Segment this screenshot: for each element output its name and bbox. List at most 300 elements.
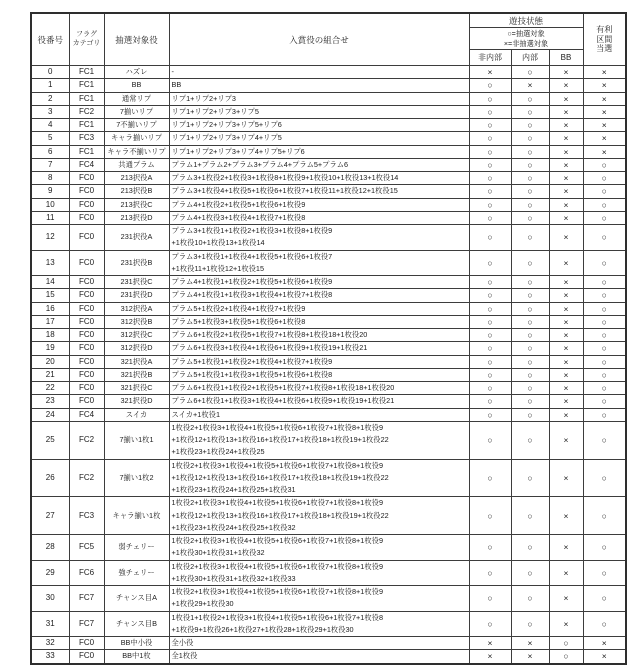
advantage-zone-cell: ○ <box>583 497 626 535</box>
row-number-cell: 32 <box>31 637 69 650</box>
state-bb-cell: × <box>549 408 583 421</box>
state-internal-cell: ○ <box>511 421 549 459</box>
combination-cell <box>169 132 469 145</box>
row-number-cell: 21 <box>31 368 69 381</box>
header-advantage-zone <box>583 13 626 66</box>
flag-category-cell: FC2 <box>69 459 104 497</box>
row-number-cell: 23 <box>31 395 69 408</box>
state-non-internal-cell: ○ <box>469 119 511 132</box>
table-row <box>31 421 626 459</box>
row-number-cell: 33 <box>31 650 69 664</box>
lottery-spec-table <box>30 12 627 665</box>
target-role-cell: チャンス目A <box>104 586 169 612</box>
combination-line: +1枚役9+1枚役26+1枚役27+1枚役28+1枚役29+1枚役30 <box>171 624 354 634</box>
table-row <box>31 172 626 185</box>
state-internal-cell: ○ <box>511 158 549 171</box>
combination-line: プラム6+1枚役2+1枚役5+1枚役7+1枚役8+1枚役18+1枚役20 <box>171 330 368 339</box>
state-bb-cell: × <box>549 355 583 368</box>
state-bb-cell: × <box>549 172 583 185</box>
state-bb-cell: × <box>549 158 583 171</box>
table-row <box>31 289 626 302</box>
state-non-internal-cell: ○ <box>469 276 511 289</box>
target-role-cell: 312択役A <box>104 302 169 315</box>
combination-line: +1枚役23+1枚役24+1枚役25 <box>171 447 265 457</box>
combination-line: プラム5+1枚役3+1枚役5+1枚役6+1枚役8 <box>171 316 306 326</box>
state-internal-cell: ○ <box>511 382 549 395</box>
combination-line: リプ1+リプ2+リプ3+リプ5+リプ6 <box>171 120 282 129</box>
header-internal: 内部 <box>511 50 549 66</box>
row-number-cell: 9 <box>31 185 69 198</box>
row-number-cell: 7 <box>31 158 69 171</box>
target-role-cell: 321択役C <box>104 382 169 395</box>
state-non-internal-cell: × <box>469 66 511 79</box>
advantage-zone-cell: ○ <box>583 560 626 586</box>
row-number-cell: 29 <box>31 560 69 586</box>
target-role-cell: 通常リプ <box>104 92 169 105</box>
legend-non-draw-target: ×=非抽選対象 <box>503 38 549 48</box>
flag-category-cell: FC0 <box>69 276 104 289</box>
advantage-zone-cell: ○ <box>583 185 626 198</box>
table-row <box>31 185 626 198</box>
combination-line: プラム3+1枚役1+1枚役2+1枚役3+1枚役8+1枚役9 <box>171 226 333 235</box>
advantage-zone-cell: ○ <box>583 329 626 342</box>
flag-category-cell: FC0 <box>69 289 104 302</box>
table-row <box>31 382 626 395</box>
flag-category-cell: FC1 <box>69 79 104 92</box>
target-role-cell: 7不揃いリプ <box>104 119 169 132</box>
state-bb-cell: × <box>549 329 583 342</box>
advantage-zone-cell: ○ <box>583 368 626 381</box>
target-role-cell: 共通プラム <box>104 158 169 171</box>
state-internal-cell: ○ <box>511 211 549 224</box>
row-number-cell: 16 <box>31 302 69 315</box>
header-flag-line1: フラグ <box>76 31 97 38</box>
state-bb-cell: ○ <box>549 650 583 664</box>
combination-cell <box>169 276 469 289</box>
flag-category-cell: FC3 <box>69 497 104 535</box>
state-internal-cell: × <box>511 637 549 650</box>
state-non-internal-cell: ○ <box>469 198 511 211</box>
state-non-internal-cell: ○ <box>469 302 511 315</box>
target-role-cell: ハズレ <box>104 66 169 79</box>
row-number-cell: 25 <box>31 421 69 459</box>
row-number-cell: 8 <box>31 172 69 185</box>
table-row <box>31 497 626 535</box>
flag-category-cell: FC0 <box>69 329 104 342</box>
table-header <box>31 13 626 66</box>
combination-line: プラム3+1枚役2+1枚役3+1枚役8+1枚役9+1枚役10+1枚役13+1枚役14 <box>171 173 399 182</box>
flag-category-cell: FC0 <box>69 650 104 664</box>
target-role-cell: BB <box>104 79 169 92</box>
header-advantage-line1: 有利 <box>596 25 613 35</box>
flag-category-cell: FC7 <box>69 611 104 637</box>
table-row <box>31 225 626 251</box>
row-number-cell: 13 <box>31 250 69 276</box>
combination-cell <box>169 560 469 586</box>
flag-category-cell: FC0 <box>69 315 104 328</box>
table-row <box>31 315 626 328</box>
target-role-cell: 強チェリー <box>104 560 169 586</box>
table-row <box>31 79 626 92</box>
target-role-cell: チャンス目B <box>104 611 169 637</box>
combination-line: 1枚役2+1枚役3+1枚役4+1枚役5+1枚役6+1枚役7+1枚役8+1枚役9 <box>171 561 384 571</box>
combination-cell <box>169 198 469 211</box>
row-number-cell: 17 <box>31 315 69 328</box>
combination-cell <box>169 250 469 276</box>
target-role-cell: 7揃い1枚1 <box>104 421 169 459</box>
combination-line: +1枚役23+1枚役24+1枚役25+1枚役31 <box>171 485 296 494</box>
state-bb-cell: × <box>549 368 583 381</box>
state-bb-cell: × <box>549 459 583 497</box>
advantage-zone-cell: × <box>583 79 626 92</box>
combination-cell <box>169 535 469 561</box>
combination-line: - <box>171 67 174 76</box>
combination-line: プラム4+1枚役1+1枚役2+1枚役5+1枚役6+1枚役9 <box>171 277 333 286</box>
state-bb-cell: × <box>549 611 583 637</box>
combination-cell <box>169 459 469 497</box>
state-bb-cell: × <box>549 185 583 198</box>
combination-line: プラム4+1枚役1+1枚役3+1枚役4+1枚役7+1枚役8 <box>171 290 333 300</box>
table-body <box>31 66 626 664</box>
combination-line: プラム6+1枚役1+1枚役3+1枚役4+1枚役6+1枚役9+1枚役19+1枚役21 <box>171 396 395 406</box>
header-combination: 入賞役の組合せ <box>169 13 469 66</box>
target-role-cell: 213択役D <box>104 211 169 224</box>
row-number-cell: 10 <box>31 198 69 211</box>
advantage-zone-cell: × <box>583 145 626 158</box>
state-non-internal-cell: ○ <box>469 408 511 421</box>
advantage-zone-cell: ○ <box>583 211 626 224</box>
target-role-cell: キャラ揃いリプ <box>104 132 169 145</box>
combination-line: 1枚役2+1枚役3+1枚役4+1枚役5+1枚役6+1枚役7+1枚役8+1枚役9 <box>171 422 384 432</box>
target-role-cell: キャラ揃い1枚 <box>104 497 169 535</box>
state-bb-cell: × <box>549 198 583 211</box>
state-non-internal-cell: ○ <box>469 497 511 535</box>
state-non-internal-cell: ○ <box>469 158 511 171</box>
state-non-internal-cell: ○ <box>469 132 511 145</box>
state-internal-cell: ○ <box>511 329 549 342</box>
state-bb-cell: × <box>549 315 583 328</box>
state-internal-cell: ○ <box>511 185 549 198</box>
state-non-internal-cell: × <box>469 637 511 650</box>
table-row <box>31 276 626 289</box>
combination-cell <box>169 225 469 251</box>
state-internal-cell: ○ <box>511 368 549 381</box>
state-bb-cell: × <box>549 250 583 276</box>
row-number-cell: 12 <box>31 225 69 251</box>
state-bb-cell: × <box>549 497 583 535</box>
state-internal-cell: ○ <box>511 289 549 302</box>
combination-line: リプ1+リプ2+リプ3+リプ4+リプ5+リプ6 <box>171 146 305 156</box>
state-non-internal-cell: ○ <box>469 535 511 561</box>
advantage-zone-cell: ○ <box>583 611 626 637</box>
state-bb-cell: × <box>549 276 583 289</box>
table-row <box>31 250 626 276</box>
table-row <box>31 355 626 368</box>
state-internal-cell: ○ <box>511 225 549 251</box>
state-internal-cell: ○ <box>511 92 549 105</box>
state-internal-cell: ○ <box>511 145 549 158</box>
combination-cell <box>169 650 469 664</box>
row-number-cell: 20 <box>31 355 69 368</box>
advantage-zone-cell: ○ <box>583 225 626 251</box>
combination-cell <box>169 382 469 395</box>
table-row <box>31 92 626 105</box>
row-number-cell: 28 <box>31 535 69 561</box>
combination-line: +1枚役12+1枚役13+1枚役16+1枚役17+1枚役18+1枚役19+1枚役22 <box>171 472 389 482</box>
state-internal-cell: ○ <box>511 408 549 421</box>
table-row <box>31 408 626 421</box>
combination-line: プラム4+1枚役3+1枚役4+1枚役7+1枚役8 <box>171 212 306 222</box>
combination-cell <box>169 355 469 368</box>
row-number-cell: 31 <box>31 611 69 637</box>
advantage-zone-cell: ○ <box>583 315 626 328</box>
combination-line: +1枚役30+1枚役31+1枚役32+1枚役33 <box>171 573 296 583</box>
row-number-cell: 30 <box>31 586 69 612</box>
header-bb: BB <box>549 50 583 66</box>
row-number-cell: 5 <box>31 132 69 145</box>
flag-category-cell: FC7 <box>69 586 104 612</box>
advantage-zone-cell: ○ <box>583 382 626 395</box>
combination-line: プラム4+1枚役2+1枚役5+1枚役6+1枚役9 <box>171 199 306 209</box>
combination-cell <box>169 105 469 118</box>
row-number-cell: 14 <box>31 276 69 289</box>
legend-draw-target: ○=抽選対象 <box>507 29 545 38</box>
target-role-cell: 321択役B <box>104 368 169 381</box>
flag-category-cell: FC1 <box>69 92 104 105</box>
header-state-legend <box>469 28 583 50</box>
target-role-cell: 231択役D <box>104 289 169 302</box>
state-internal-cell: ○ <box>511 119 549 132</box>
table-row <box>31 342 626 355</box>
row-number-cell: 22 <box>31 382 69 395</box>
state-internal-cell: ○ <box>511 250 549 276</box>
combination-line: 1枚役2+1枚役3+1枚役4+1枚役5+1枚役6+1枚役7+1枚役8+1枚役9 <box>171 460 384 470</box>
combination-line: +1枚役11+1枚役12+1枚役15 <box>171 263 265 273</box>
state-internal-cell: ○ <box>511 342 549 355</box>
table-row <box>31 650 626 664</box>
combination-line: 1枚役2+1枚役3+1枚役4+1枚役5+1枚役6+1枚役7+1枚役8+1枚役9 <box>171 536 384 545</box>
state-non-internal-cell: ○ <box>469 225 511 251</box>
combination-line: 全1枚役 <box>171 651 198 661</box>
header-non-internal: 非内部 <box>469 50 511 66</box>
flag-category-cell: FC1 <box>69 66 104 79</box>
table-row <box>31 395 626 408</box>
target-role-cell: 312択役C <box>104 329 169 342</box>
state-non-internal-cell: ○ <box>469 421 511 459</box>
combination-line: 1枚役1+1枚役2+1枚役3+1枚役4+1枚役5+1枚役6+1枚役7+1枚役8 <box>171 612 384 622</box>
advantage-zone-cell: ○ <box>583 586 626 612</box>
row-number-cell: 4 <box>31 119 69 132</box>
table-row <box>31 211 626 224</box>
combination-cell <box>169 66 469 79</box>
header-row-1 <box>31 13 626 28</box>
flag-category-cell: FC0 <box>69 395 104 408</box>
state-internal-cell: ○ <box>511 315 549 328</box>
target-role-cell: キャラ不揃いリプ <box>104 145 169 158</box>
advantage-zone-cell: × <box>583 119 626 132</box>
flag-category-cell: FC0 <box>69 368 104 381</box>
flag-category-cell: FC3 <box>69 132 104 145</box>
combination-line: リプ1+リプ2+リプ3 <box>171 93 236 103</box>
flag-category-cell: FC0 <box>69 250 104 276</box>
state-bb-cell: × <box>549 289 583 302</box>
flag-category-cell: FC0 <box>69 382 104 395</box>
target-role-cell: 321択役A <box>104 355 169 368</box>
state-non-internal-cell: ○ <box>469 145 511 158</box>
combination-cell <box>169 302 469 315</box>
flag-category-cell: FC1 <box>69 119 104 132</box>
target-role-cell: BB中1枚 <box>104 650 169 664</box>
state-non-internal-cell: ○ <box>469 586 511 612</box>
combination-line: プラム6+1枚役1+1枚役2+1枚役5+1枚役7+1枚役8+1枚役18+1枚役20 <box>171 383 395 392</box>
row-number-cell: 24 <box>31 408 69 421</box>
row-number-cell: 6 <box>31 145 69 158</box>
row-number-cell: 19 <box>31 342 69 355</box>
combination-line: BB <box>171 80 182 90</box>
advantage-zone-cell: × <box>583 650 626 664</box>
state-internal-cell: ○ <box>511 459 549 497</box>
state-bb-cell: × <box>549 395 583 408</box>
state-internal-cell: ○ <box>511 497 549 535</box>
target-role-cell: 弱チェリー <box>104 535 169 561</box>
target-role-cell: 213択役C <box>104 198 169 211</box>
combination-cell <box>169 289 469 302</box>
target-role-cell: BB中小役 <box>104 637 169 650</box>
state-bb-cell: × <box>549 92 583 105</box>
combination-line: +1枚役12+1枚役13+1枚役16+1枚役17+1枚役18+1枚役19+1枚役22 <box>171 510 389 520</box>
state-internal-cell: ○ <box>511 198 549 211</box>
combination-line: +1枚役12+1枚役13+1枚役16+1枚役17+1枚役18+1枚役19+1枚役22 <box>171 435 389 444</box>
table-row <box>31 586 626 612</box>
table-row <box>31 611 626 637</box>
table-row <box>31 459 626 497</box>
row-number-cell: 26 <box>31 459 69 497</box>
state-non-internal-cell: ○ <box>469 342 511 355</box>
state-non-internal-cell: ○ <box>469 185 511 198</box>
header-role-number: 役番号 <box>31 13 69 66</box>
flag-category-cell: FC0 <box>69 342 104 355</box>
combination-cell <box>169 342 469 355</box>
flag-category-cell: FC4 <box>69 158 104 171</box>
state-bb-cell: ○ <box>549 637 583 650</box>
flag-category-cell: FC0 <box>69 637 104 650</box>
state-bb-cell: × <box>549 132 583 145</box>
header-target-role: 抽選対象役 <box>104 13 169 66</box>
combination-line: プラム3+1枚役1+1枚役4+1枚役5+1枚役6+1枚役7 <box>171 251 333 261</box>
state-non-internal-cell: ○ <box>469 172 511 185</box>
state-non-internal-cell: ○ <box>469 289 511 302</box>
state-bb-cell: × <box>549 79 583 92</box>
state-non-internal-cell: ○ <box>469 315 511 328</box>
table-row <box>31 535 626 561</box>
header-flag-category <box>69 13 104 66</box>
state-bb-cell: × <box>549 225 583 251</box>
header-advantage-line2: 区間 <box>596 34 613 44</box>
state-non-internal-cell: ○ <box>469 382 511 395</box>
combination-cell <box>169 637 469 650</box>
combination-cell <box>169 497 469 535</box>
state-internal-cell: ○ <box>511 560 549 586</box>
advantage-zone-cell: ○ <box>583 421 626 459</box>
state-internal-cell: ○ <box>511 535 549 561</box>
advantage-zone-cell: ○ <box>583 158 626 171</box>
state-bb-cell: × <box>549 382 583 395</box>
combination-cell <box>169 119 469 132</box>
state-non-internal-cell: ○ <box>469 611 511 637</box>
state-non-internal-cell: ○ <box>469 368 511 381</box>
combination-line: プラム5+1枚役1+1枚役3+1枚役5+1枚役6+1枚役8 <box>171 369 333 379</box>
flag-category-cell: FC1 <box>69 145 104 158</box>
combination-line: プラム5+1枚役2+1枚役4+1枚役7+1枚役9 <box>171 303 306 313</box>
combination-cell <box>169 158 469 171</box>
combination-cell <box>169 408 469 421</box>
advantage-zone-cell: ○ <box>583 276 626 289</box>
flag-category-cell: FC0 <box>69 172 104 185</box>
state-non-internal-cell: ○ <box>469 355 511 368</box>
state-bb-cell: × <box>549 211 583 224</box>
advantage-zone-cell: ○ <box>583 395 626 408</box>
header-game-state: 遊技状態 <box>469 13 583 28</box>
state-non-internal-cell: ○ <box>469 250 511 276</box>
table-row <box>31 66 626 79</box>
combination-cell <box>169 421 469 459</box>
state-internal-cell: ○ <box>511 132 549 145</box>
target-role-cell: 321択役D <box>104 395 169 408</box>
combination-line: プラム3+1枚役4+1枚役5+1枚役6+1枚役7+1枚役11+1枚役12+1枚役15 <box>171 186 398 196</box>
table-row <box>31 132 626 145</box>
combination-line: 1枚役2+1枚役3+1枚役4+1枚役5+1枚役6+1枚役7+1枚役8+1枚役9 <box>171 587 384 596</box>
combination-line: 全小役 <box>171 638 194 647</box>
target-role-cell: 231択役A <box>104 225 169 251</box>
row-number-cell: 18 <box>31 329 69 342</box>
state-non-internal-cell: ○ <box>469 329 511 342</box>
state-internal-cell: ○ <box>511 66 549 79</box>
combination-line: +1枚役29+1枚役30 <box>171 599 234 609</box>
state-internal-cell: ○ <box>511 172 549 185</box>
combination-line: プラム5+1枚役1+1枚役2+1枚役4+1枚役7+1枚役9 <box>171 356 333 366</box>
state-bb-cell: × <box>549 145 583 158</box>
combination-cell <box>169 586 469 612</box>
state-internal-cell: ○ <box>511 302 549 315</box>
combination-cell <box>169 329 469 342</box>
flag-category-cell: FC0 <box>69 185 104 198</box>
flag-category-cell: FC6 <box>69 560 104 586</box>
row-number-cell: 27 <box>31 497 69 535</box>
target-role-cell: 7揃いリプ <box>104 105 169 118</box>
state-bb-cell: × <box>549 105 583 118</box>
state-non-internal-cell: ○ <box>469 459 511 497</box>
state-internal-cell: ○ <box>511 105 549 118</box>
state-non-internal-cell: ○ <box>469 560 511 586</box>
combination-cell <box>169 92 469 105</box>
state-bb-cell: × <box>549 302 583 315</box>
combination-cell <box>169 172 469 185</box>
target-role-cell: 7揃い1枚2 <box>104 459 169 497</box>
target-role-cell: 213択役B <box>104 185 169 198</box>
state-internal-cell: × <box>511 650 549 664</box>
table-row <box>31 198 626 211</box>
row-number-cell: 15 <box>31 289 69 302</box>
state-internal-cell: ○ <box>511 276 549 289</box>
state-bb-cell: × <box>549 560 583 586</box>
target-role-cell: 213択役A <box>104 172 169 185</box>
flag-category-cell: FC0 <box>69 355 104 368</box>
advantage-zone-cell: ○ <box>583 459 626 497</box>
advantage-zone-cell: ○ <box>583 408 626 421</box>
advantage-zone-cell: ○ <box>583 289 626 302</box>
row-number-cell: 3 <box>31 105 69 118</box>
combination-cell <box>169 79 469 92</box>
